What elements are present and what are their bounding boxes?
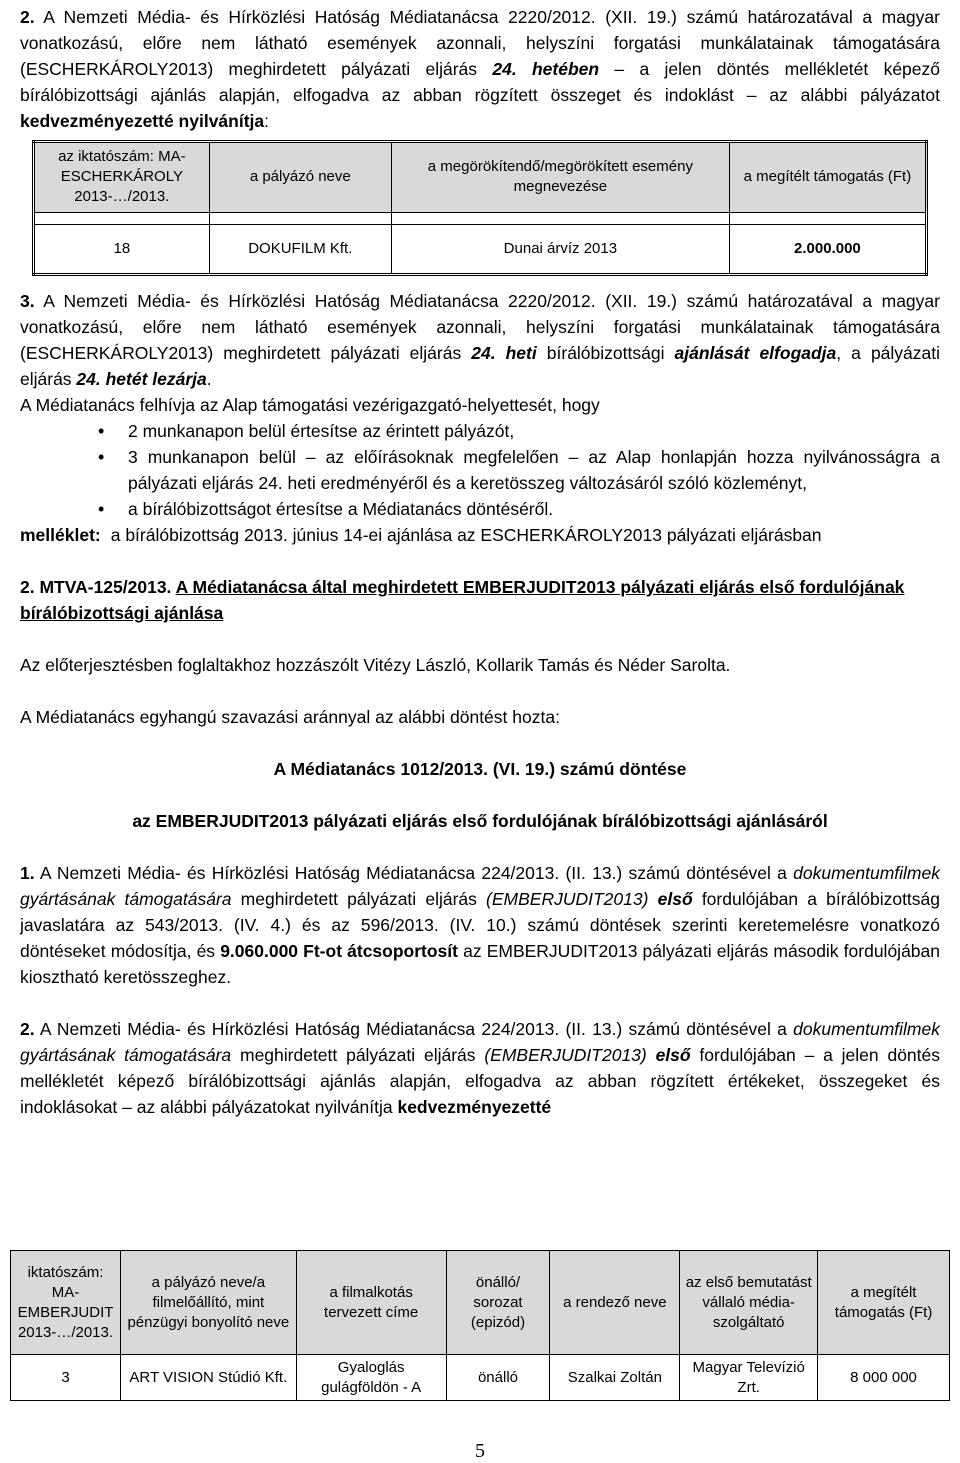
round-word: első [657,889,693,909]
table-cell: ART VISION Stúdió Kft. [120,1355,296,1401]
header-cell: iktatószám: MA-EMBERJUDIT 2013-…/2013. [11,1251,121,1355]
table-cell: Magyar Televízió Zrt. [680,1355,818,1401]
page-number: 5 [475,1440,485,1462]
week-ref: 24. hetében [492,59,600,79]
topic-phrase: dokumentumfilmek gyártásának támogatására [20,1019,940,1065]
header-cell: az első bemutatást vállaló média-szolgáltató [680,1251,818,1355]
period: . [206,369,212,389]
header-cell: a megítélt támogatás (Ft) [818,1251,950,1355]
table-cell: Szalkai Zoltán [550,1355,680,1401]
point-text: A Nemzeti Média- és Hírközlési Hatóság Médiatanácsa 2220/2012. (XII. 19.) számú határozatával a magyar vonatkozású, előre nem látható események azonnali, helyszíni forgatási munkálatainak támogatására (ESCHERKÁROLY2013) meghirdetett pályázati eljárás [20,7,940,79]
decision-point-3 [20,288,940,392]
table-cell: Dunai árvíz 2013 [391,225,729,275]
header-cell: a filmalkotás tervezett címe [296,1251,446,1355]
section-heading [20,574,940,626]
table-cell: 18 [34,225,210,275]
point-number: 3. [20,291,35,311]
procedure-code: (EMBERJUDIT2013) [484,1045,647,1065]
list-item: • 2 munkanapon belül értesítse az érintett pályázót, [106,418,940,444]
list-item: • a bírálóbizottságot értesítse a Médiatanács döntéséről. [106,496,940,522]
decision-item-2 [20,1016,940,1120]
beneficiary-table-2 [10,1250,950,1401]
beneficiary-table-1 [32,140,928,276]
round-word: első [655,1045,691,1065]
annex-line [20,522,940,548]
decision-subtitle: az EMBERJUDIT2013 pályázati eljárás első fordulójának bírálóbizottsági ajánlásáról [132,811,828,831]
item-text: A Nemzeti Média- és Hírközlési Hatóság Médiatanácsa 224/2013. (II. 13.) számú döntésével a [34,1019,794,1039]
table-cell: 2.000.000 [729,225,926,275]
section-number: 2. MTVA-125/2013. [20,577,172,597]
item-text: meghirdetett pályázati eljárás [231,889,487,909]
point-number: 2. [20,7,35,27]
header-cell: a megörökítendő/megörökített esemény megnevezése [391,142,729,213]
beneficiary-phrase: kedvezményezetté nyilvánítja [20,111,265,131]
header-cell: a pályázó neve [209,142,391,213]
annex-label: melléklet: [20,525,101,545]
decision-point-2 [20,4,940,134]
topic-phrase: dokumentumfilmek gyártásának támogatására [20,863,940,909]
beneficiary-phrase: kedvezményezetté [397,1097,552,1117]
point-text: A Nemzeti Média- és Hírközlési Hatóság Médiatanácsa 2220/2012. (XII. 19.) számú határozatával a magyar vonatkozású, előre nem látható események azonnali, helyszíni forgatási munkálatainak támogatására (ESCHERKÁROLY2013) meghirdetett pályázati eljárás [20,291,940,363]
instruction-intro: A Médiatanács felhívja az Alap támogatási vezérigazgató-helyettesét, hogy [20,395,600,415]
point-text: bírálóbizottsági [536,343,675,363]
table-header-row [34,142,927,213]
point-text: – a jelen döntés mellékletét képező bírálóbizottsági ajánlás alapján, elfogadva az abban rögzített összeget és indoklást – az alábbi pályázatot [20,59,941,105]
item-text: A Nemzeti Média- és Hírközlési Hatóság Médiatanácsa 224/2013. (II. 13.) számú döntésével a [34,863,794,883]
point-text: , a pályázati eljárás [20,343,941,389]
table-cell: Gyaloglás gulágföldön - A [296,1355,446,1401]
amount-phrase: 9.060.000 Ft-ot átcsoportosít [220,941,458,961]
space [648,889,657,909]
decision-title: A Médiatanács 1012/2013. (VI. 19.) számú döntése [273,759,687,779]
header-cell: önálló/ sorozat (epizód) [446,1251,550,1355]
accept-phrase: ajánlását elfogadja [674,343,837,363]
table-row [11,1355,950,1401]
close-phrase: 24. hetét lezárja [76,369,207,389]
list-item: • 3 munkanapon belül – az előírásoknak megfelelően – az Alap honlapján hozza nyilvánosságra a pályázati eljárás 24. heti eredményéről és a keretösszeg változásáról szóló közleményt, [106,444,940,496]
item-text: az EMBERJUDIT2013 pályázati eljárás második fordulójában kiosztható keretösszeghez. [20,941,940,987]
item-text: fordulójában a bírálóbizottság javaslatára az 543/2013. (IV. 4.) és az 596/2013. (IV. 10.) számú döntések szerinti keretemelésre vonatkozó döntéseket módosítja, és [20,889,941,961]
table-cell: DOKUFILM Kft. [209,225,391,275]
table-cell: önálló [446,1355,550,1401]
commenters-line: Az előterjesztésben foglaltakhoz hozzászólt Vitézy László, Kollarik Tamás és Néder Sarolta. [20,655,731,675]
decision-item-1 [20,860,940,990]
table-cell: 3 [11,1355,121,1401]
annex-text: a bírálóbizottság 2013. június 14-ei ajánlása az ESCHERKÁROLY2013 pályázati eljárásban [110,525,822,545]
section-title: A Médiatanácsa által meghirdetett EMBERJUDIT2013 pályázati eljárás első fordulójának bírálóbizottsági ajánlása [20,577,905,623]
instruction-list [106,418,940,522]
table-row [34,225,927,275]
header-cell: a pályázó neve/a filmelőállító, mint pénzügyi bonyolító neve [120,1251,296,1355]
vote-line: A Médiatanács egyhangú szavazási aránnyal az alábbi döntést hozta: [20,707,560,727]
header-cell: a rendező neve [550,1251,680,1355]
colon: : [264,111,270,131]
table-header-row [11,1251,950,1355]
item-text: meghirdetett pályázati eljárás [231,1045,485,1065]
table-cell: 8 000 000 [818,1355,950,1401]
item-number: 2. [20,1019,35,1039]
space [647,1045,656,1065]
item-text: fordulójában – a jelen döntés mellékletét képező bírálóbizottsági ajánlás alapján, elfogadva az abban rögzített értékeket, összegeket és indoklásokat – az alábbi pályázatokat nyilvánítja [20,1045,941,1117]
procedure-code: (EMBERJUDIT2013) [486,889,649,909]
item-number: 1. [20,863,35,883]
header-cell: a megítélt támogatás (Ft) [729,142,926,213]
header-cell: az iktatószám: MA-ESCHERKÁROLY 2013-…/2013. [34,142,210,213]
table-spacer-row [34,212,927,224]
week-ref: 24. heti [471,343,537,363]
